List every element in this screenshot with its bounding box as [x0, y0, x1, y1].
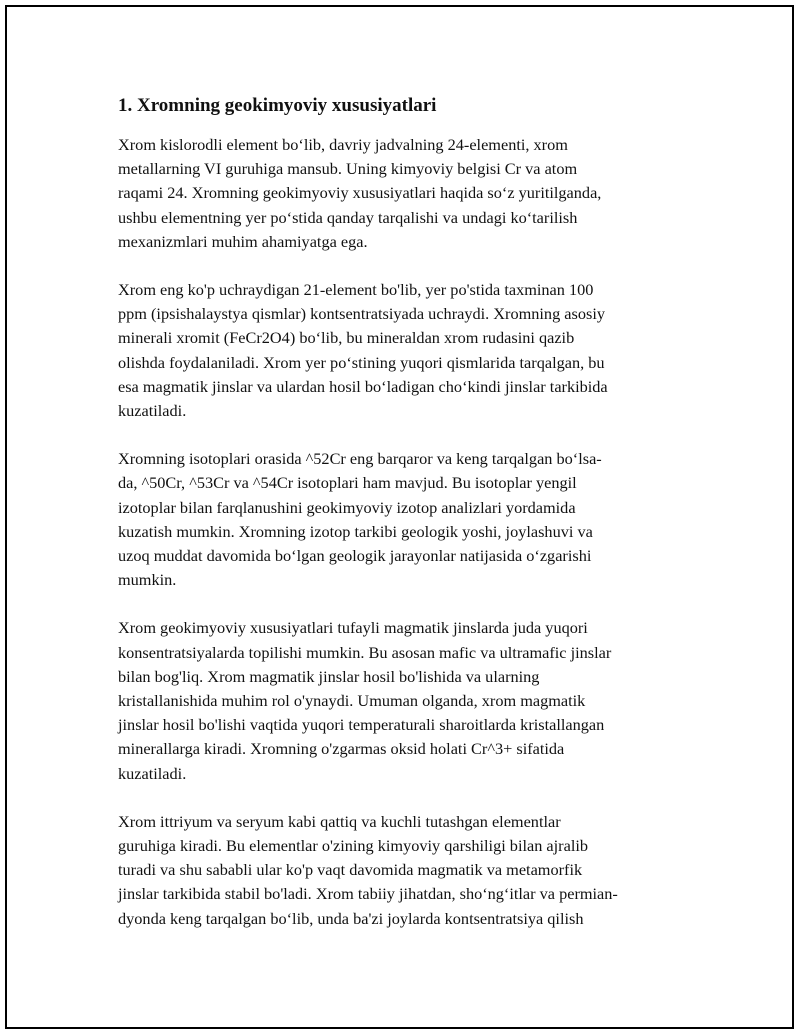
- paragraph-2: [118, 278, 688, 423]
- text-line: guruhiga kiradi. Bu elementlar o'zining kimyoviy qarshiligi bilan ajralib: [118, 836, 589, 856]
- text-line: turadi va shu sababli ular ko'p vaqt davomida magmatik va metamorfik: [118, 860, 583, 880]
- text-line: uzoq muddat davomida bo‘lgan geologik jarayonlar natijasida o‘zgarishi: [118, 546, 592, 566]
- text-line: Xrom kislorodli element bo‘lib, davriy jadvalning 24-elementi, xrom: [118, 135, 568, 154]
- paragraph-4: [118, 616, 688, 785]
- section-heading: 1. Xromning geokimyoviy xususiyatlari: [118, 95, 437, 116]
- text-line: metallarning VI guruhiga mansub. Uning kimyoviy belgisi Cr va atom: [118, 159, 578, 179]
- text-line: kuzatish mumkin. Xromning izotop tarkibi geologik yoshi, joylashuvi va: [118, 521, 593, 541]
- text-line: da, ^50Cr, ^53Cr va ^54Cr isotoplari ham mavjud. Bu isotoplar yengil: [118, 473, 577, 493]
- text-line: Xrom ittriyum va seryum kabi qattiq va kuchli tutashgan elementlar: [118, 811, 561, 831]
- text-line: minerallarga kiradi. Xromning o'zgarmas oksid holati Cr^3+ sifatida: [118, 739, 565, 759]
- text-line: kuzatiladi.: [118, 763, 187, 783]
- text-line: Xrom geokimyoviy xususiyatlari tufayli magmatik jinslarda juda yuqori: [118, 618, 588, 638]
- text-line: bilan bog'liq. Xrom magmatik jinslar hosil bo'lishida va ularning: [118, 666, 540, 686]
- paragraph-3: [118, 447, 688, 592]
- text-line: mexanizmlari muhim ahamiyatga ega.: [118, 231, 368, 251]
- text-line: Xromning isotoplari orasida ^52Cr eng barqaror va keng tarqalgan bo‘lsa-: [118, 449, 602, 469]
- text-line: olishda foydalaniladi. Xrom yer po‘stining yuqori qismlarida tarqalgan, bu: [118, 352, 605, 372]
- text-line: jinslar tarkibida stabil bo'ladi. Xrom tabiiy jihatdan, sho‘ng‘itlar va permian-: [118, 884, 618, 904]
- text-line: izotoplar bilan farqlanushini geokimyoviy izotop analizlari yordamida: [118, 497, 576, 517]
- paragraph-1: [118, 133, 688, 254]
- text-line: Xrom eng ko'p uchraydigan 21-element bo'lib, yer po'stida taxminan 100: [118, 280, 594, 300]
- text-line: dyonda keng tarqalgan bo‘lib, unda ba'zi joylarda kontsentratsiya qilish: [118, 908, 584, 928]
- text-line: ushbu elementning yer po‘stida qanday tarqalishi va undagi ko‘tarilish: [118, 207, 578, 227]
- paragraph-5: [118, 810, 688, 931]
- text-line: jinslar hosil bo'lishi vaqtida yuqori temperaturali sharoitlarda kristallangan: [118, 715, 605, 735]
- text-line: konsentratsiyalarda topilishi mumkin. Bu asosan mafic va ultramafic jinslar: [118, 642, 612, 662]
- text-line: minerali xromit (FeCr2O4) bo‘lib, bu mineraldan xrom rudasini qazib: [118, 328, 575, 348]
- text-line: esa magmatik jinslar va ulardan hosil bo‘ladigan cho‘kindi jinslar tarkibida: [118, 376, 608, 396]
- text-line: kristallanishida muhim rol o'ynaydi. Umuman olganda, xrom magmatik: [118, 691, 586, 711]
- document-body: [118, 93, 688, 955]
- text-line: raqami 24. Xromning geokimyoviy xususiyatlari haqida so‘z yuritilganda,: [118, 183, 602, 203]
- text-line: ppm (ipsishalaystya qismlar) kontsentratsiyada uchraydi. Xromning asosiy: [118, 304, 605, 324]
- text-line: mumkin.: [118, 570, 177, 590]
- text-line: kuzatiladi.: [118, 401, 187, 421]
